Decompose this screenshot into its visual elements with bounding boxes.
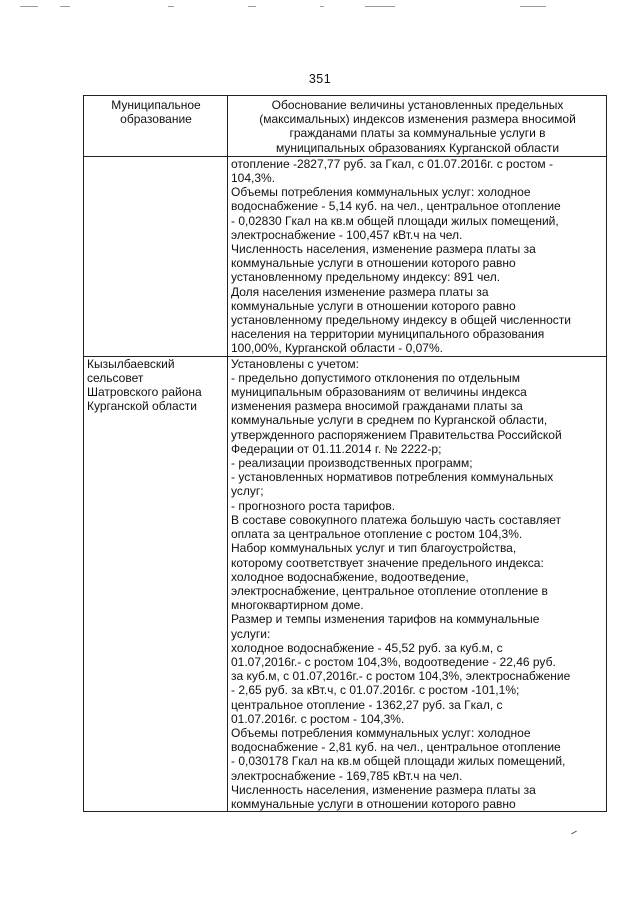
justification-line: водоснабжение - 2,81 куб. на чел., центральное отопление <box>231 740 561 755</box>
municipality-line: сельсовет <box>87 370 144 385</box>
justification-line: 01.07.2016г. с ростом - 104,3%. <box>231 711 405 726</box>
header-municipality: Муниципальное образование <box>84 96 228 157</box>
justification-line: электроснабжение - 100,457 кВт.ч на чел. <box>231 227 463 242</box>
header-justification: Обоснование величины установленных предельных (максимальных) индексов изменения размера вносимой гражданами платы за коммунальные услуги в муниципальных образованиях Курганской области <box>228 96 607 157</box>
municipality-cell <box>84 356 228 812</box>
scan-artifacts <box>20 6 620 12</box>
justification-line: 01.07,2016г.- с ростом 104,3%, водоотведение - 22,46 руб. <box>231 654 556 669</box>
justification-line: Набор коммунальных услуг и тип благоустройства, <box>231 541 517 556</box>
justification-line: центральное отопление - 1362,27 руб. за Гкал, с <box>231 697 503 712</box>
justification-line: Установлены с учетом: <box>231 356 359 371</box>
table-body <box>84 156 607 811</box>
justification-line: электроснабжение, центральное отопление отопление в <box>231 583 548 598</box>
justification-line: - 2,65 руб. за кВт.ч, с 01.07.2016г. с ростом -101,1%; <box>231 683 520 698</box>
justification-line: водоснабжение - 5,14 куб. на чел., центральное отопление <box>231 199 561 214</box>
table-row <box>84 356 607 812</box>
justification-line: услуги: <box>231 626 271 641</box>
justification-line: многоквартирном доме. <box>231 598 364 613</box>
justification-line: Доля населения изменение размера платы за <box>231 284 489 299</box>
justification-line: 100,00%, Курганской области - 0,07%. <box>231 341 443 356</box>
justification-line: установленному предельному индексу в общей численности <box>231 313 571 328</box>
justification-line: за куб.м, с 01.07,2016г.- с ростом 104,3%, электроснабжение <box>231 669 571 684</box>
justification-line: утвержденного распоряжением Правительства Российской <box>231 427 562 442</box>
justification-line: коммунальные услуги в отношении которого равно <box>231 796 516 811</box>
justification-line: Численность населения, изменение размера платы за <box>231 242 536 257</box>
municipality-line: Кызылбаевский <box>87 356 175 371</box>
municipality-line: Курганской области <box>87 399 197 414</box>
justification-line: отопление -2827,77 руб. за Гкал, с 01.07.2016г. с ростом - <box>231 156 554 171</box>
justification-line: Федерации от 01.11.2014 г. № 2222-р; <box>231 441 442 456</box>
justification-line: коммунальные услуги в отношении которого равно <box>231 256 516 271</box>
justification-line: холодное водоснабжение, водоотведение, <box>231 569 469 584</box>
justification-line: Численность населения, изменение размера платы за <box>231 782 536 797</box>
municipality-line: Шатровского района <box>87 385 202 400</box>
table-row <box>84 156 607 356</box>
justification-line: - 0,02830 Гкал на кв.м общей площади жилых помещений, <box>231 213 559 228</box>
justification-line: - реализации производственных программ; <box>231 456 473 471</box>
justification-line: оплата за центральное отопление с ростом 104,3%. <box>231 527 523 542</box>
justification-line: Объемы потребления коммунальных услуг: холодное <box>231 725 531 740</box>
justification-line: холодное водоснабжение - 45,52 руб. за куб.м, с <box>231 640 503 655</box>
justification-line: услуг; <box>231 484 264 499</box>
justification-line: В составе совокупного платежа большую часть составляет <box>231 512 562 527</box>
justification-line: - 0,030178 Гкал на кв.м общей площади жилых помещений, <box>231 754 566 769</box>
stray-pen-mark <box>571 831 577 835</box>
justification-line: электроснабжение - 169,785 кВт.ч на чел. <box>231 768 463 783</box>
justification-line: которому соответствует значение предельного индекса: <box>231 555 544 570</box>
justification-line: изменения размера вносимой гражданами платы за <box>231 399 523 414</box>
page-number: 351 <box>308 72 332 86</box>
justification-line: установленному предельному индексу: 891 чел. <box>231 270 501 285</box>
justification-line: коммунальные услуги в среднем по Курганской области, <box>231 413 548 428</box>
justification-cell <box>228 356 607 812</box>
justification-line: коммунальные услуги в отношении которого равно <box>231 298 516 313</box>
justification-line: населения на территории муниципального образования <box>231 327 545 342</box>
justification-line: муниципальным образованиям от величины индекса <box>231 385 527 400</box>
justification-line: Размер и темпы изменения тарифов на коммунальные <box>231 612 540 627</box>
justification-line: Объемы потребления коммунальных услуг: холодное <box>231 185 531 200</box>
table-header-row <box>84 96 607 157</box>
justification-line: - предельно допустимого отклонения по отдельным <box>231 370 520 385</box>
justification-cell <box>228 156 607 356</box>
municipality-cell <box>84 156 228 356</box>
justification-line: 104,3%. <box>231 171 276 186</box>
justification-line: - прогнозного роста тарифов. <box>231 498 396 513</box>
justification-line: - установленных нормативов потребления коммунальных <box>231 470 554 485</box>
municipal-index-table <box>83 95 607 812</box>
